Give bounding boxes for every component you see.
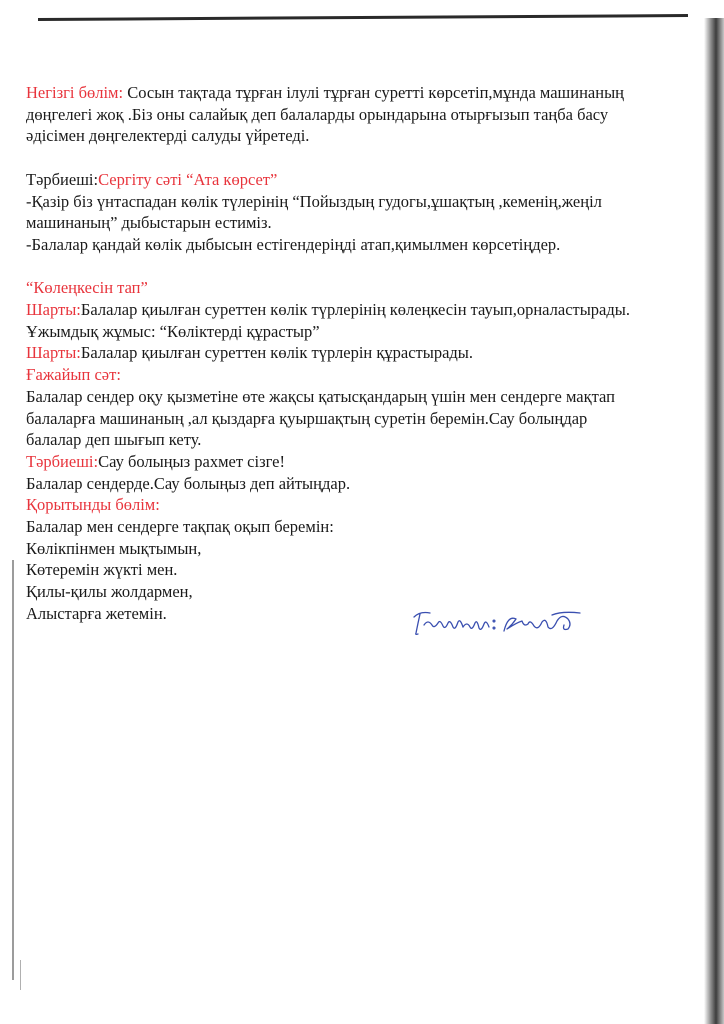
game-text-2: машинаның” дыбыстарын естиміз.: [26, 213, 272, 233]
main-section-label: Негізгі бөлім:: [26, 83, 124, 102]
shadow-condition-text-1: Балалар қиылған суреттен көлік түрлерінің көлеңкесін тауып,орналастырады.: [80, 300, 630, 319]
game-text-3: -Балалар қандай көлік дыбысын естігендеріңді атап,қимылмен көрсетіңдер.: [26, 234, 561, 254]
teacher-reply-text: Сау болыңыз рахмет сізге!: [98, 451, 285, 471]
shadow-title: “Көлеңкесін тап”: [26, 278, 148, 298]
game-text-1: -Қазір біз үнтаспадан көлік түлерінің “Пойыздың гудогы,ұшақтың ,кеменің,жеңіл: [26, 191, 602, 211]
shadow-condition-label-2: Шарты:: [26, 343, 81, 363]
scan-edge-top: [38, 14, 688, 21]
wonder-text-2: балаларға машинаның ,ал қыздарға қуыршақтың суретін беремін.Сау болыңдар: [26, 408, 588, 428]
shadow-condition-label-1: Шарты:: [26, 300, 81, 319]
wonder-text-3: балалар деп шығып кету.: [26, 430, 202, 450]
main-section-text-1: Сосын тақтада тұрған ілулі тұрған суретті көрсетіп,мұнда машинаның: [123, 83, 624, 102]
game-teacher-prefix: Тәрбиеші:: [26, 169, 99, 189]
scan-edge-right: [704, 18, 724, 1024]
teacher-reply: [26, 451, 696, 473]
wonder-title: Ғажайып сәт:: [26, 365, 121, 385]
poem-line-2: Көтеремін жүкті мен.: [26, 560, 178, 580]
game-title: Сергіту сәті “Ата көрсет”: [98, 169, 278, 189]
poem-line-1: Көлікпінмен мықтымын,: [26, 538, 202, 558]
scan-edge-left: [12, 560, 14, 980]
main-section-line-1: [26, 82, 696, 104]
wonder-text-1: Балалар сендер оқу қызметіне өте жақсы қатысқандарың үшін мен сендерге мақтап: [26, 386, 615, 406]
poem-line-4: Алыстарға жетемін.: [26, 603, 167, 623]
final-text-1: Балалар мен сендерге тақпақ оқып беремін:: [26, 517, 334, 537]
game-title-line: [26, 169, 696, 191]
team-work-line: Ұжымдық жұмыс: “Көліктерді құрастыр”: [26, 321, 320, 341]
teacher-reply-label: Тәрбиеші:: [26, 451, 99, 471]
shadow-condition-2: [26, 342, 696, 364]
poem-line-3: Қилы-қилы жолдармен,: [26, 582, 193, 602]
document-page: [26, 82, 696, 625]
shadow-condition-1: [26, 299, 696, 321]
scan-edge-left-mark: [20, 960, 21, 990]
handwritten-signature: [412, 607, 612, 637]
final-title: Қорытынды бөлім:: [26, 495, 160, 515]
main-section-text-2: дөңгелегі жоқ .Біз оны салайық деп балаларды орындарына отырғызып таңба басу: [26, 104, 609, 124]
children-reply: Балалар сендерде.Сау болыңыз деп айтыңдар.: [26, 473, 351, 493]
shadow-condition-text-2: Балалар қиылған суреттен көлік түрлерін құрастырады.: [80, 343, 474, 363]
main-section-text-3: әдісімен дөңгелектерді салуды үйретеді.: [26, 126, 310, 146]
